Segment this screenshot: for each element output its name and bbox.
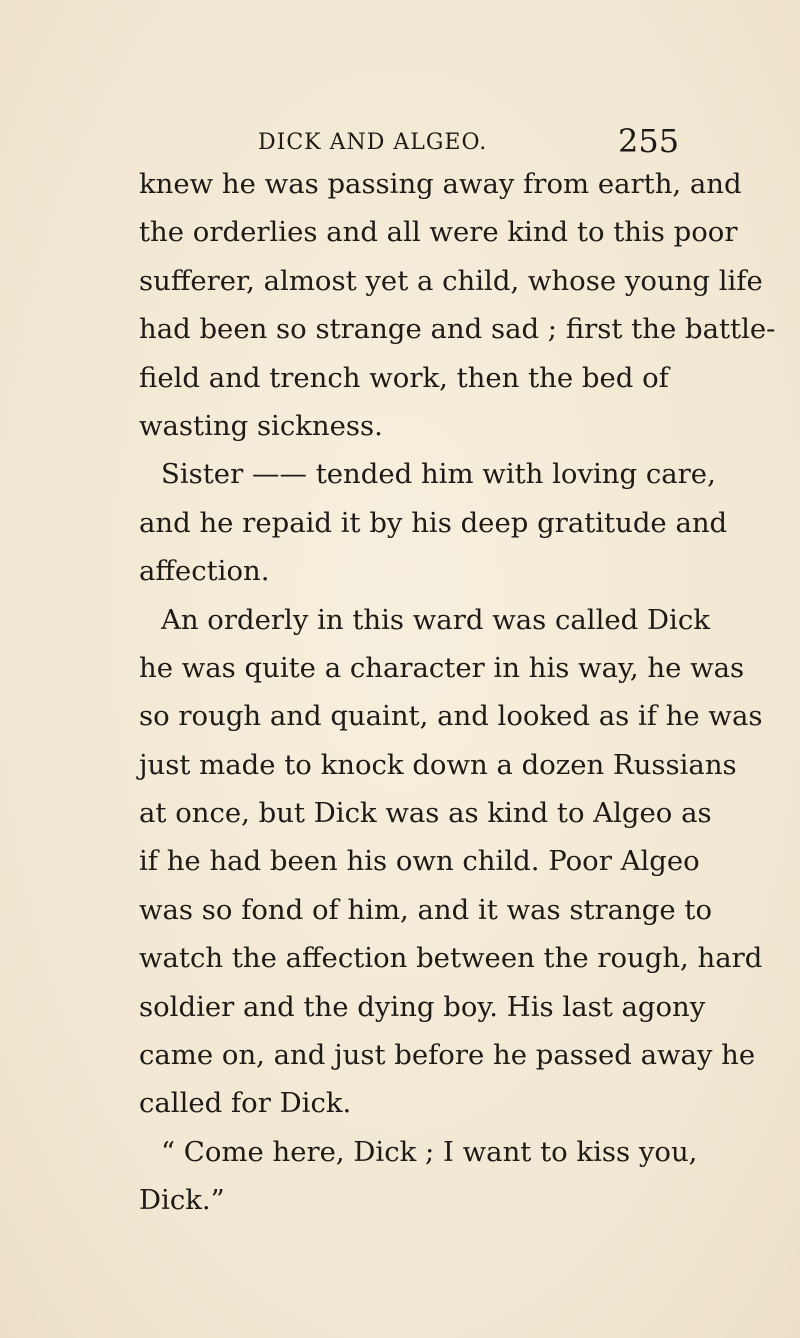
text-line: was so fond of him, and it was strange to: [139, 893, 713, 926]
text-line: he was quite a character in his way, he was: [139, 651, 745, 684]
text-line: Dick.”: [139, 1184, 225, 1217]
text-line: just made to knock down a dozen Russians: [139, 748, 737, 781]
text-line: had been so strange and sad ; first the battle-: [139, 313, 776, 346]
text-line: field and trench work, then the bed of: [139, 361, 669, 394]
text-line: came on, and just before he passed away he: [139, 1039, 756, 1072]
text-line: called for Dick.: [139, 1087, 352, 1120]
text-line: affection.: [139, 555, 270, 588]
text-line: so rough and quaint, and looked as if he was: [139, 700, 763, 733]
text-line: soldier and the dying boy. His last agony: [139, 990, 706, 1023]
text-line: knew he was passing away from earth, and: [139, 168, 742, 200]
running-title: DICK AND ALGEO.: [258, 130, 488, 155]
text-line: at once, but Dick was as kind to Algeo as: [139, 797, 712, 830]
text-line: wasting sickness.: [139, 409, 383, 442]
text-line: the orderlies and all were kind to this poor: [139, 216, 738, 249]
text-line: An orderly in this ward was called Dick: [161, 603, 710, 636]
text-line: Sister —— tended him with loving care,: [161, 458, 716, 491]
body-text: [139, 160, 776, 1225]
text-line: sufferer, almost yet a child, whose young life: [139, 264, 763, 297]
text-line: “ Come here, Dick ; I want to kiss you,: [161, 1135, 698, 1168]
page-number: 255: [618, 122, 680, 160]
text-line: watch the affection between the rough, hard: [139, 942, 763, 975]
running-head: [258, 122, 678, 162]
text-line: and he repaid it by his deep gratitude and: [139, 506, 728, 539]
text-line: if he had been his own child. Poor Algeo: [139, 845, 700, 878]
